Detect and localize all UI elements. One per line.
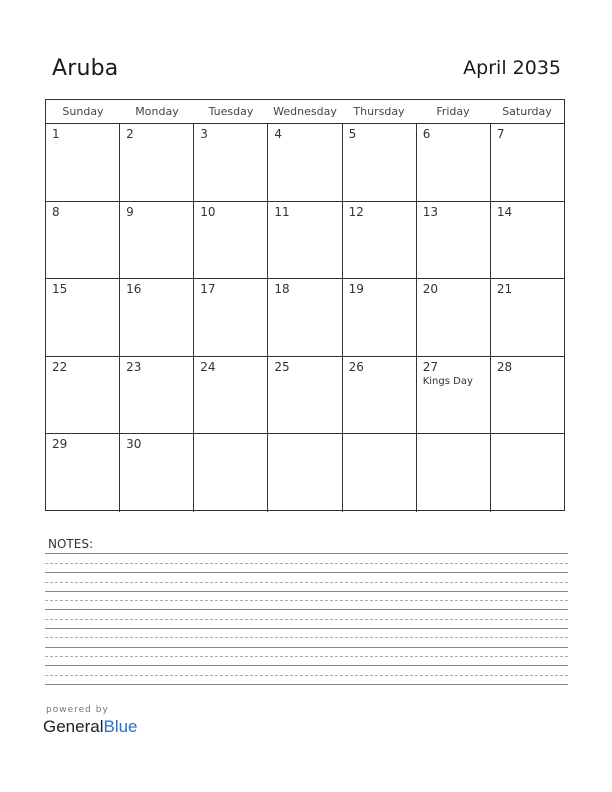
weekday-tuesday: Tuesday	[208, 105, 254, 118]
notes-line	[45, 684, 568, 685]
day-cell	[343, 357, 417, 434]
day-number: 28	[496, 359, 513, 374]
day-number: 5	[348, 127, 357, 141]
day-cell	[491, 124, 564, 201]
day-cell	[343, 279, 417, 356]
notes-label: NOTES:	[48, 537, 93, 551]
weekday-monday: Monday	[135, 105, 179, 118]
day-number: 17	[200, 282, 216, 297]
weekday-header-row	[46, 100, 564, 124]
day-cell	[268, 124, 342, 201]
weekday-friday: Friday	[436, 105, 470, 118]
day-cell	[343, 202, 417, 279]
notes-line	[45, 619, 568, 620]
month-title: April 2035	[463, 57, 561, 79]
day-number: 3	[200, 127, 208, 141]
day-cell	[46, 279, 120, 356]
powered-by-text: powered by	[46, 705, 109, 715]
day-number: 19	[348, 282, 364, 297]
day-number: 25	[274, 359, 290, 374]
day-cell	[268, 357, 342, 434]
day-number: 4	[274, 127, 283, 141]
day-cell	[343, 434, 417, 512]
week-row-2	[46, 202, 564, 280]
day-number: 26	[348, 359, 364, 374]
notes-line	[45, 600, 568, 601]
day-number: 11	[274, 204, 290, 219]
day-number: 14	[496, 204, 513, 219]
day-cell	[194, 124, 268, 201]
day-cell	[46, 202, 120, 279]
day-cell	[417, 124, 491, 201]
weekday-saturday: Saturday	[502, 105, 552, 118]
notes-line	[45, 609, 568, 610]
calendar-grid	[45, 99, 565, 511]
notes-line	[45, 637, 568, 638]
day-cell	[268, 279, 342, 356]
day-cell	[120, 124, 194, 201]
day-cell	[417, 279, 491, 356]
day-number: 10	[200, 204, 216, 219]
brand-general: General	[43, 717, 104, 736]
day-cell	[120, 357, 194, 434]
day-number: 18	[274, 282, 290, 297]
day-number: 20	[422, 282, 438, 297]
day-number: 21	[496, 282, 513, 297]
day-number: 15	[52, 282, 68, 297]
day-number: 29	[52, 437, 68, 452]
notes-line	[45, 665, 568, 666]
day-number: 6	[422, 127, 431, 141]
day-number: 16	[126, 282, 142, 297]
day-number: 13	[422, 204, 438, 219]
day-cell	[46, 434, 120, 512]
notes-line	[45, 591, 568, 592]
day-cell	[491, 202, 564, 279]
day-cell	[268, 202, 342, 279]
week-row-4	[46, 357, 564, 435]
day-cell	[417, 202, 491, 279]
day-number: 23	[126, 359, 142, 374]
day-cell	[120, 434, 194, 512]
day-number: 24	[200, 359, 216, 374]
day-cell	[417, 357, 491, 434]
weekday-thursday: Thursday	[353, 105, 405, 118]
weekday-wednesday: Wednesday	[273, 105, 337, 118]
country-title: Aruba	[52, 56, 119, 81]
notes-line	[45, 675, 568, 676]
day-cell	[120, 202, 194, 279]
day-cell	[491, 357, 564, 434]
day-number: 2	[126, 127, 134, 141]
day-number: 1	[52, 127, 60, 141]
notes-line	[45, 647, 568, 648]
notes-line	[45, 572, 568, 573]
day-cell	[343, 124, 417, 201]
day-number: 9	[126, 204, 134, 219]
day-number: 22	[52, 359, 68, 374]
day-cell	[194, 202, 268, 279]
day-cell	[194, 434, 268, 512]
day-number: 27	[422, 359, 438, 374]
notes-line	[45, 582, 568, 583]
holiday-label: Kings Day	[422, 375, 473, 387]
week-row-3	[46, 279, 564, 357]
notes-line	[45, 553, 568, 554]
day-cell	[268, 434, 342, 512]
day-cell	[46, 357, 120, 434]
day-number: 7	[496, 127, 505, 141]
brand-logo[interactable]	[43, 717, 138, 737]
notes-line	[45, 628, 568, 629]
notes-line	[45, 563, 568, 564]
weekday-sunday: Sunday	[62, 105, 104, 118]
day-cell	[417, 434, 491, 512]
brand-blue: Blue	[103, 717, 138, 736]
notes-line	[45, 656, 568, 657]
day-cell	[491, 434, 564, 512]
day-cell	[491, 279, 564, 356]
week-row-1	[46, 124, 564, 202]
day-cell	[194, 357, 268, 434]
day-cell	[120, 279, 194, 356]
day-cell	[194, 279, 268, 356]
day-number: 8	[52, 204, 60, 219]
day-number: 30	[126, 437, 142, 452]
day-cell	[46, 124, 120, 201]
week-row-5	[46, 434, 564, 512]
day-number: 12	[348, 204, 364, 219]
